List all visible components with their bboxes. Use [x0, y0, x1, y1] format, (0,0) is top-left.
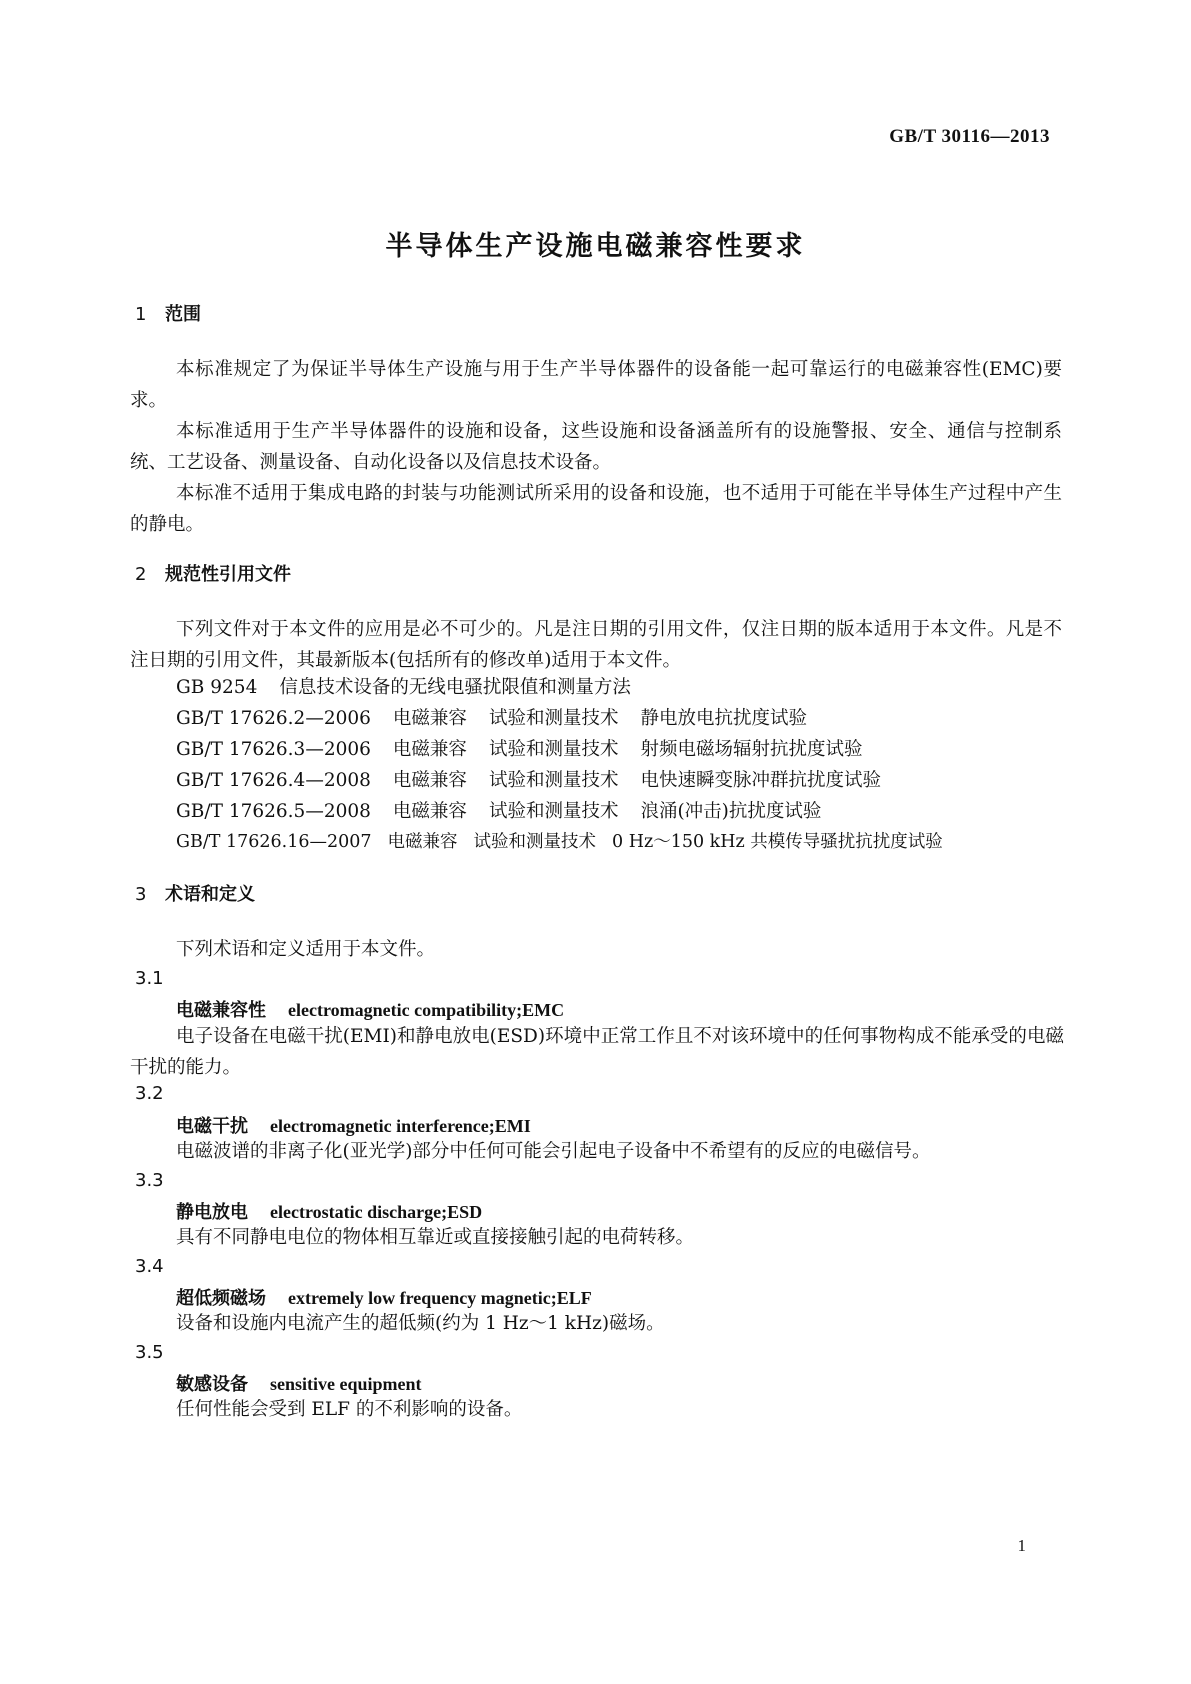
- term-zh: 电磁干扰: [176, 1116, 248, 1137]
- reference-item: [176, 765, 943, 796]
- section-number: 1: [135, 304, 147, 325]
- reference-part: 试验和测量技术: [488, 801, 619, 822]
- paragraph: 本标准规定了为保证半导体生产设施与用于生产半导体器件的设备能一起可靠运行的电磁兼容性(EMC)要求。: [130, 359, 1062, 411]
- reference-part: 静电放电抗扰度试验: [640, 708, 807, 729]
- section-title: 术语和定义: [165, 884, 255, 905]
- reference-item: [176, 734, 943, 765]
- reference-code: GB/T 17626.5—2008: [176, 801, 371, 822]
- term-number: 3.4: [135, 1256, 164, 1277]
- term-definition: 电子设备在电磁干扰(EMI)和静电放电(ESD)环境中正常工作且不对该环境中的任何事物构成不能承受的电磁干扰的能力。: [130, 1026, 1064, 1078]
- reference-part: 0 Hz～150 kHz 共模传导骚扰抗扰度试验: [612, 832, 943, 852]
- reference-code: GB/T 17626.2—2006: [176, 708, 371, 729]
- reference-title: 信息技术设备的无线电骚扰限值和测量方法: [279, 677, 631, 698]
- reference-part: 电磁兼容: [392, 770, 467, 791]
- reference-part: 射频电磁场辐射抗扰度试验: [640, 739, 863, 760]
- term-entry: [176, 996, 564, 1022]
- section-heading-scope: [135, 300, 201, 326]
- term-number: 3.3: [135, 1170, 164, 1191]
- reference-code: GB/T 17626.3—2006: [176, 739, 371, 760]
- section-number: 3: [135, 884, 147, 905]
- term-en: extremely low frequency magnetic;ELF: [288, 1288, 592, 1308]
- paragraph: 本标准不适用于集成电路的封装与功能测试所采用的设备和设施，也不适用于可能在半导体生产过程中产生的静电。: [130, 483, 1062, 535]
- reference-item: [176, 796, 943, 827]
- section-title: 规范性引用文件: [165, 564, 291, 585]
- term-entry: [176, 1370, 422, 1396]
- paragraph: 本标准适用于生产半导体器件的设施和设备，这些设施和设备涵盖所有的设施警报、安全、通信与控制系统、工艺设备、测量设备、自动化设备以及信息技术设备。: [130, 421, 1062, 473]
- standard-id: GB/T 30116—2013: [889, 126, 1050, 147]
- reference-part: 电磁兼容: [392, 739, 467, 760]
- term-entry: [176, 1284, 592, 1310]
- reference-item: [176, 703, 943, 734]
- term-number: 3.1: [135, 968, 164, 989]
- reference-part: 试验和测量技术: [488, 739, 619, 760]
- paragraph: 下列文件对于本文件的应用是必不可少的。凡是注日期的引用文件，仅注日期的版本适用于本文件。凡是不注日期的引用文件，其最新版本(包括所有的修改单)适用于本文件。: [130, 619, 1062, 671]
- term-en: electromagnetic compatibility;EMC: [288, 1000, 565, 1020]
- reference-part: 电快速瞬变脉冲群抗扰度试验: [640, 770, 881, 791]
- reference-item: [176, 827, 943, 858]
- reference-code: GB/T 17626.16—2007: [176, 832, 372, 852]
- term-definition: 任何性能会受到 ELF 的不利影响的设备。: [176, 1399, 523, 1420]
- term-en: electrostatic discharge;ESD: [270, 1202, 483, 1222]
- section-heading-terms: [135, 880, 255, 906]
- page-number: 1: [1017, 1536, 1026, 1555]
- terms-intro: [130, 934, 1062, 965]
- term-en: electromagnetic interference;EMI: [270, 1116, 531, 1136]
- term-zh: 电磁兼容性: [176, 1000, 266, 1021]
- term-en: sensitive equipment: [270, 1374, 422, 1394]
- term-zh: 敏感设备: [176, 1374, 248, 1395]
- normative-intro: [130, 614, 1062, 676]
- page-title: 半导体生产设施电磁兼容性要求: [385, 231, 806, 262]
- section-title: 范围: [165, 304, 201, 325]
- paragraph: 下列术语和定义适用于本文件。: [176, 939, 436, 960]
- reference-part: 电磁兼容: [392, 801, 467, 822]
- term-definition: 设备和设施内电流产生的超低频(约为 1 Hz～1 kHz)磁场。: [176, 1313, 665, 1334]
- section-number: 2: [135, 564, 147, 585]
- term-number: 3.2: [135, 1083, 164, 1104]
- reference-part: 试验和测量技术: [488, 770, 619, 791]
- reference-code: GB/T 17626.4—2008: [176, 770, 371, 791]
- term-entry: [176, 1112, 531, 1138]
- section-heading-normative: [135, 560, 291, 586]
- reference-item: [176, 672, 943, 703]
- scope-paragraphs: [130, 354, 1062, 540]
- term-definition: 具有不同静电电位的物体相互靠近或直接接触引起的电荷转移。: [176, 1227, 695, 1248]
- term-zh: 超低频磁场: [176, 1288, 266, 1309]
- reference-part: 电磁兼容: [392, 708, 467, 729]
- reference-part: 电磁兼容: [387, 832, 458, 852]
- reference-list: [176, 672, 943, 858]
- term-number: 3.5: [135, 1342, 164, 1363]
- term-definition: 电磁波谱的非离子化(亚光学)部分中任何可能会引起电子设备中不希望有的反应的电磁信号。: [176, 1141, 931, 1162]
- reference-part: 试验和测量技术: [488, 708, 619, 729]
- reference-part: 浪涌(冲击)抗扰度试验: [640, 801, 822, 822]
- reference-code: GB 9254: [176, 677, 258, 698]
- term-entry: [176, 1198, 482, 1224]
- reference-part: 试验和测量技术: [473, 832, 597, 852]
- term-zh: 静电放电: [176, 1202, 248, 1223]
